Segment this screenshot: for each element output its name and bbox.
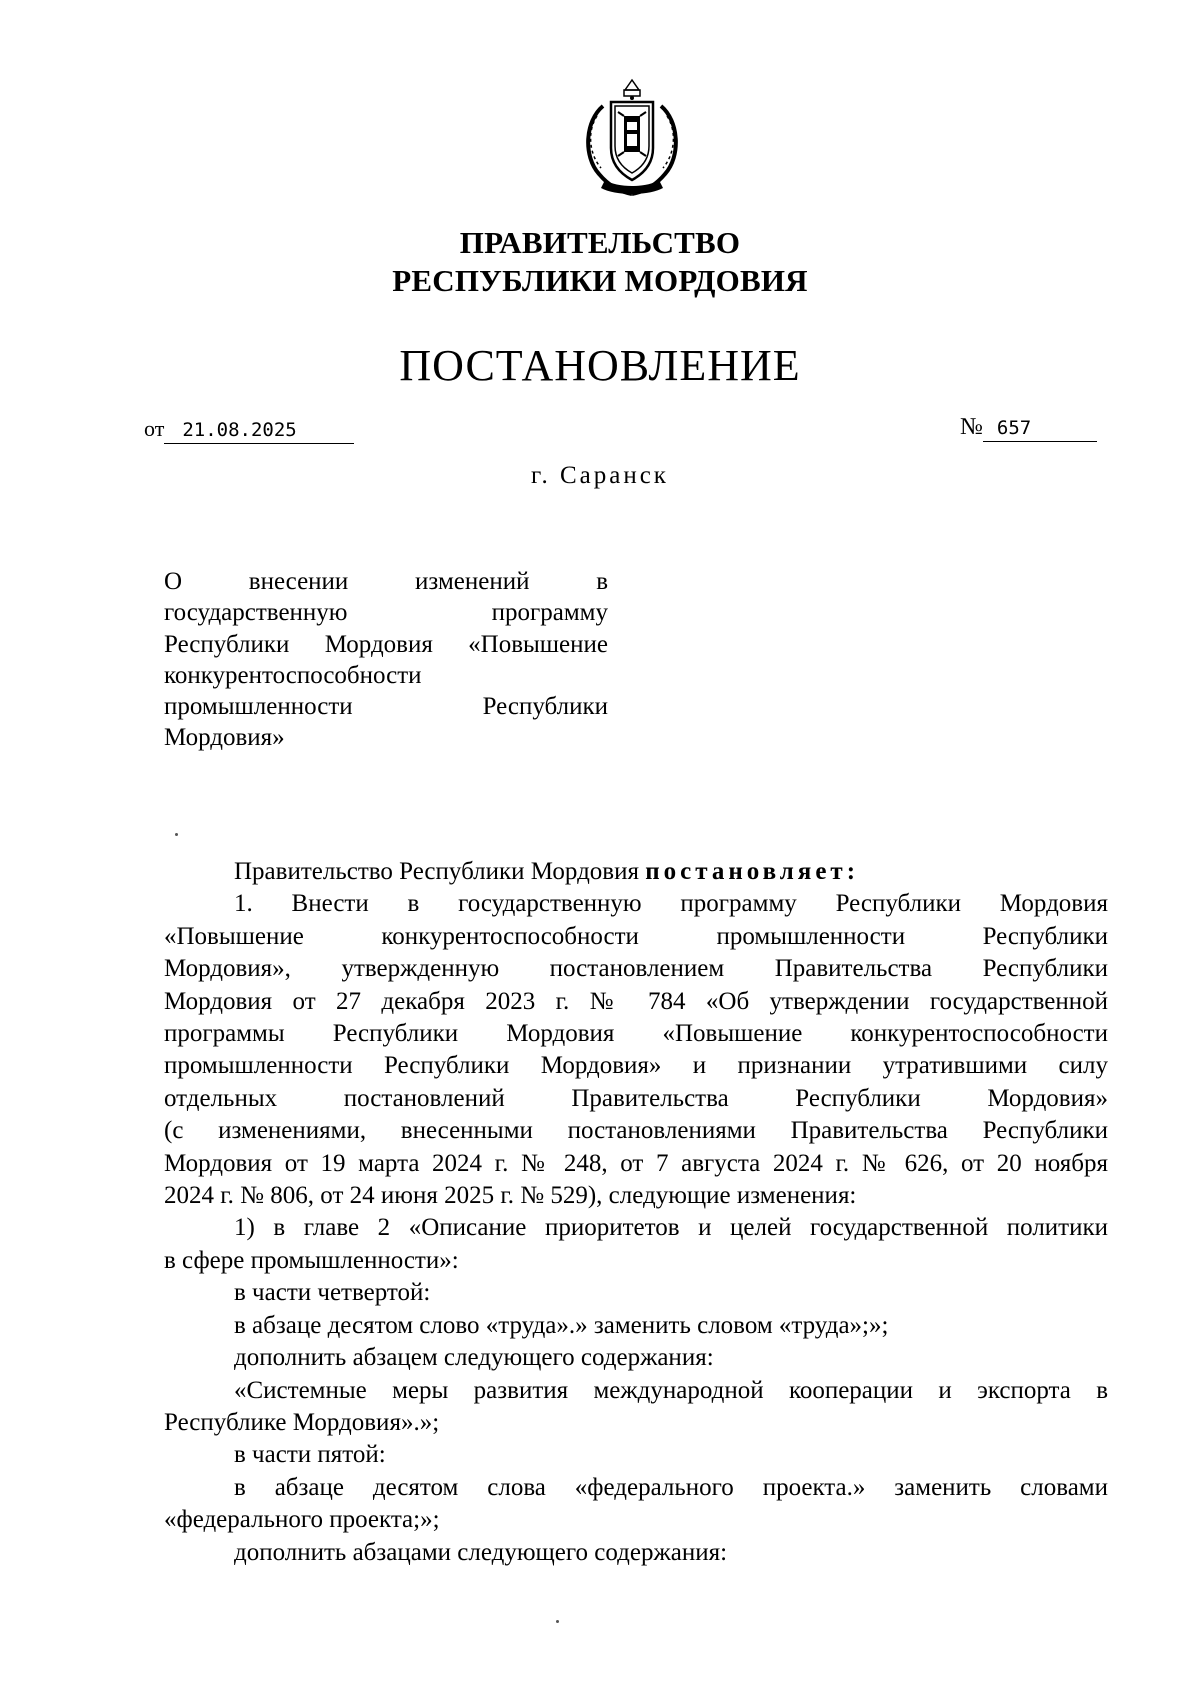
subject-line: конкурентоспособности xyxy=(164,661,422,689)
subject-line: Республики Мордовия «Повышение xyxy=(164,630,608,658)
coat-of-arms-mordovia-icon xyxy=(575,76,689,202)
body-line: отдельных постановлений Правительства Республики Мордовия» xyxy=(164,1084,1108,1112)
org-name-line1: ПРАВИТЕЛЬСТВО xyxy=(459,225,741,260)
number-value: 657 xyxy=(983,418,1097,442)
subject-line: Мордовия» xyxy=(164,724,285,752)
body-line: 1. Внести в государственную программу Республики Мордовия xyxy=(234,890,1108,918)
body-line: Республике Мордовия».»; xyxy=(164,1408,440,1436)
body-line: «федерального проекта;»; xyxy=(164,1506,440,1534)
preamble-text: Правительство Республики Мордовия xyxy=(234,858,639,885)
body-line: в сфере промышленности»: xyxy=(164,1246,459,1274)
city-line: г. Саранск xyxy=(531,462,669,489)
body-line: в абзаце десятом слово «труда».» заменить словом «труда»;»; xyxy=(234,1311,889,1339)
preamble xyxy=(164,856,1108,888)
body-line: дополнить абзацами следующего содержания: xyxy=(234,1538,728,1566)
body-line: дополнить абзацем следующего содержания: xyxy=(234,1344,714,1372)
body-line: Мордовия», утвержденную постановлением Правительства Республики xyxy=(164,955,1108,983)
scan-speck xyxy=(556,1620,559,1623)
body-line: Мордовия от 19 марта 2024 г. № 248, от 7 августа 2024 г. № 626, от 20 ноября xyxy=(164,1149,1108,1177)
number-prefix: № xyxy=(960,414,983,440)
date-prefix: от xyxy=(144,416,165,441)
body-line: Мордовия от 27 декабря 2023 г. № 784 «Об утверждении государственной xyxy=(164,987,1108,1015)
body-line: (с изменениями, внесенными постановлениями Правительства Республики xyxy=(164,1117,1108,1145)
document-number xyxy=(960,414,1097,442)
body-line: «Системные меры развития международной кооперации и экспорта в xyxy=(234,1376,1108,1404)
body-line: в абзаце десятом слова «федерального проекта.» заменить словами xyxy=(234,1473,1108,1501)
document-subject xyxy=(164,566,608,754)
org-name-line2: РЕСПУБЛИКИ МОРДОВИЯ xyxy=(392,263,808,298)
body-line: 2024 г. № 806, от 24 июня 2025 г. № 529), следующие изменения: xyxy=(164,1182,857,1210)
document-date xyxy=(144,416,354,444)
body-line: программы Республики Мордовия «Повышение конкурентоспособности xyxy=(164,1020,1108,1048)
decree-word: постановляет: xyxy=(645,858,860,885)
subject-line: государственную программу xyxy=(164,599,608,627)
body-line: 1) в главе 2 «Описание приоритетов и целей государственной политики xyxy=(234,1214,1108,1242)
body-line: в части четвертой: xyxy=(234,1279,431,1307)
document-type-title: ПОСТАНОВЛЕНИЕ xyxy=(399,341,801,390)
body-line: промышленности Республики Мордовия» и признании утратившими силу xyxy=(164,1052,1108,1080)
body-line: в части пятой: xyxy=(234,1441,386,1469)
scan-speck xyxy=(175,833,178,836)
date-value: 21.08.2025 xyxy=(164,420,354,444)
subject-line: О внесении изменений в xyxy=(164,568,608,595)
document-body xyxy=(164,856,1108,1569)
subject-line: промышленности Республики xyxy=(164,693,608,721)
body-line: «Повышение конкурентоспособности промышленности Республики xyxy=(164,922,1108,950)
